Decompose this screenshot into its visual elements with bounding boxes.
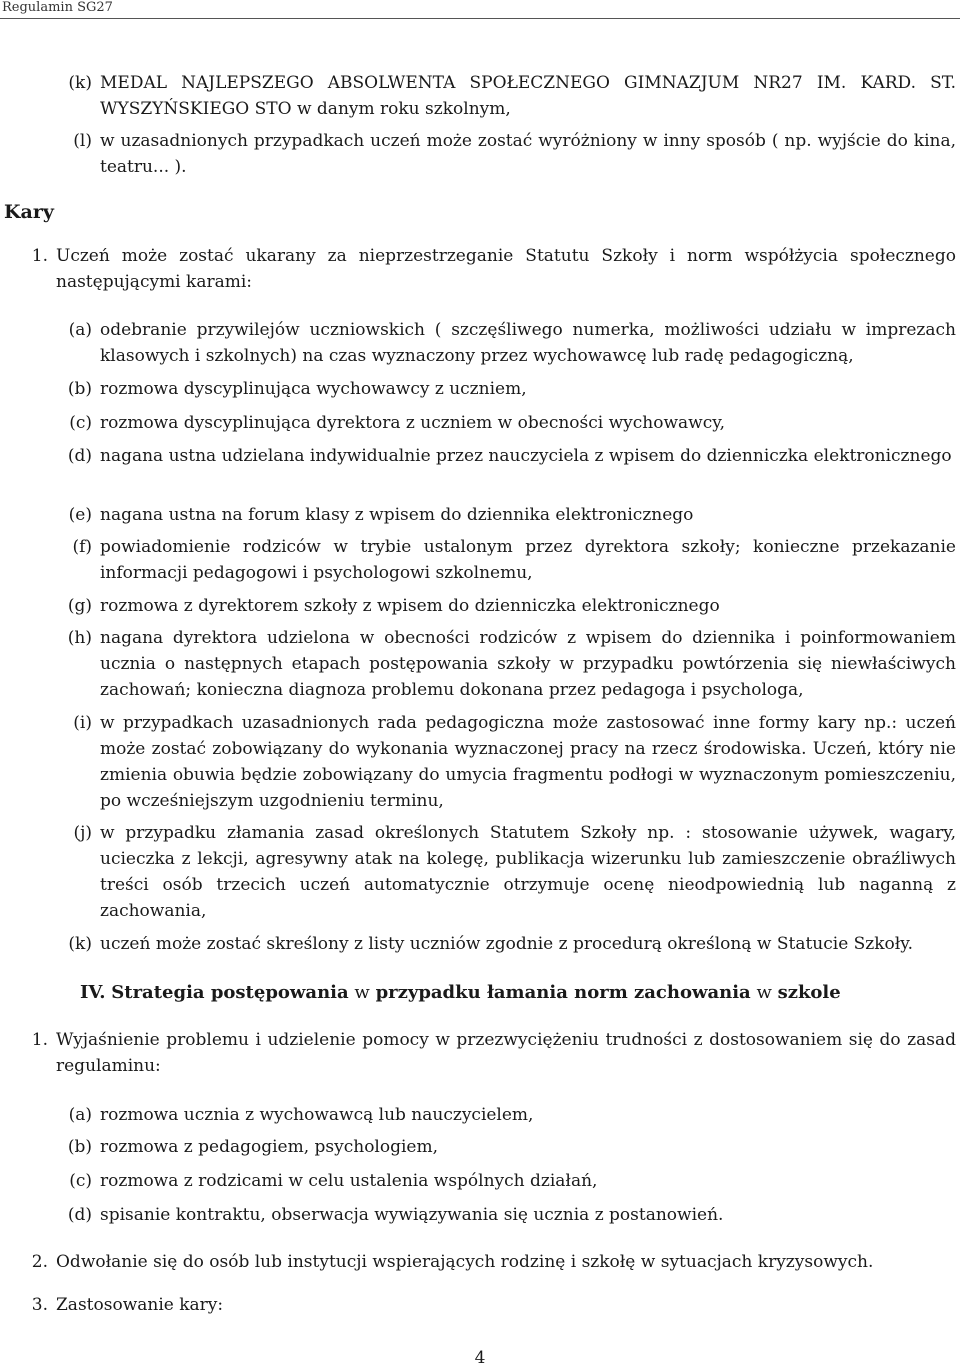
- header-rule: [0, 18, 960, 19]
- item-text: uczeń może zostać skreślony z listy uczniów zgodnie z procedurą określoną w Statucie Szkoły.: [100, 934, 914, 954]
- item-label: (f): [72, 537, 92, 557]
- item-text: rozmowa dyscyplinująca dyrektora z uczniem w obecności wychowawcy,: [100, 413, 725, 433]
- item-text: w przypadkach uzasadnionych rada pedagogiczna może zastosować inne formy kary np.: uczeń może zostać zobowiązany do wykonania wyznaczonej pracy na rzecz środowiska. Uczeń, który nie zmienia obuwia będzie zobowiązany do umycia fragmentu podłogi w wyznaczonym pomieszczeniu, po wcześniejszym uzgodnieniu terminu,: [100, 713, 956, 811]
- item-label: (k): [68, 934, 92, 954]
- section-title-part: Strategia postępowania: [111, 982, 349, 1003]
- item-text: nagana ustna na forum klasy z wpisem do dziennika elektronicznego: [100, 505, 694, 525]
- item-text: rozmowa dyscyplinująca wychowawcy z uczniem,: [100, 379, 527, 399]
- item-number: 1.: [31, 1030, 48, 1050]
- item-text: spisanie kontraktu, obserwacja wywiązywania się ucznia z postanowień.: [100, 1205, 724, 1225]
- item-text: odebranie przywilejów uczniowskich ( szczęśliwego numerka, możliwości udziału w imprezach klasowych i szkolnych) na czas wyznaczony przez wychowawcę lub radę pedagogiczną,: [100, 320, 956, 366]
- item-number: 2.: [31, 1252, 48, 1272]
- item-label: (a): [68, 1105, 92, 1125]
- item-label: (d): [67, 446, 92, 466]
- item-text: MEDAL NAJLEPSZEGO ABSOLWENTA SPOŁECZNEGO GIMNAZJUM NR27 IM. KARD. ST. WYSZYŃSKIEGO STO w danym roku szkolnym,: [100, 73, 956, 119]
- item-label: (j): [73, 823, 92, 843]
- item-text: rozmowa z rodzicami w celu ustalenia wspólnych działań,: [100, 1171, 598, 1191]
- item-label: (l): [73, 131, 92, 151]
- item-label: (a): [68, 320, 92, 340]
- section-title-part: w: [354, 982, 370, 1003]
- item-label: (b): [67, 379, 92, 399]
- item-label: (e): [68, 505, 92, 525]
- item-text: w przypadku złamania zasad określonych Statutem Szkoły np. : stosowanie używek, wagary, ucieczka z lekcji, agresywny atak na kolegę, publikacja wizerunku lub zamieszczenie obraźliwych treści osób trzecich uczeń automatycznie otrzymuje ocenę nieodpowiednią lub naganną z zachowania,: [100, 823, 956, 921]
- item-text: Uczeń może zostać ukarany za nieprzestrzeganie Statutu Szkoły i norm współżycia społecznego następującymi karami:: [56, 246, 956, 292]
- section-title-part: w: [756, 982, 772, 1003]
- item-label: (c): [69, 1171, 92, 1191]
- item-text: Odwołanie się do osób lub instytucji wspierających rodzinę i szkołę w sytuacjach kryzysowych.: [56, 1252, 874, 1272]
- item-number: 3.: [31, 1295, 48, 1315]
- item-label: (g): [67, 596, 92, 616]
- item-text: rozmowa z dyrektorem szkoły z wpisem do dzienniczka elektronicznego: [100, 596, 720, 616]
- section-number: IV.: [80, 982, 106, 1003]
- item-text: nagana ustna udzielana indywidualnie przez nauczyciela z wpisem do dzienniczka elektronicznego: [100, 446, 952, 466]
- running-header: Regulamin SG27: [2, 0, 113, 15]
- item-text: Zastosowanie kary:: [56, 1295, 224, 1315]
- item-label: (h): [67, 628, 92, 648]
- item-label: (i): [73, 713, 92, 733]
- item-text: rozmowa z pedagogiem, psychologiem,: [100, 1137, 438, 1157]
- item-label: (c): [69, 413, 92, 433]
- page-number: 4: [474, 1348, 486, 1368]
- item-text: w uzasadnionych przypadkach uczeń może zostać wyróżniony w inny sposób ( np. wyjście do kina, teatru... ).: [100, 131, 956, 177]
- item-text: powiadomienie rodziców w trybie ustalonym przez dyrektora szkoły; konieczne przekazanie informacji pedagogowi i psychologowi szkolnemu,: [100, 537, 956, 583]
- section-heading-iv: [80, 980, 841, 1006]
- item-label: (b): [67, 1137, 92, 1157]
- item-label: (k): [68, 73, 92, 93]
- section-title-part: przypadku łamania norm zachowania: [375, 982, 751, 1003]
- item-number: 1.: [31, 246, 48, 266]
- section-heading-kary: Kary: [4, 201, 54, 223]
- section-title-part: szkole: [777, 982, 841, 1003]
- item-text: nagana dyrektora udzielona w obecności rodziców z wpisem do dziennika i poinformowaniem ucznia o następnych etapach postępowania szkoły w przypadku powtórzenia się niewłaściwych zachowań; konieczna diagnoza problemu dokonana przez pedagoga i psychologa,: [100, 628, 956, 700]
- item-text: Wyjaśnienie problemu i udzielenie pomocy w przezwyciężeniu trudności z dostosowaniem się do zasad regulaminu:: [56, 1030, 956, 1076]
- item-text: rozmowa ucznia z wychowawcą lub nauczycielem,: [100, 1105, 534, 1125]
- item-label: (d): [67, 1205, 92, 1225]
